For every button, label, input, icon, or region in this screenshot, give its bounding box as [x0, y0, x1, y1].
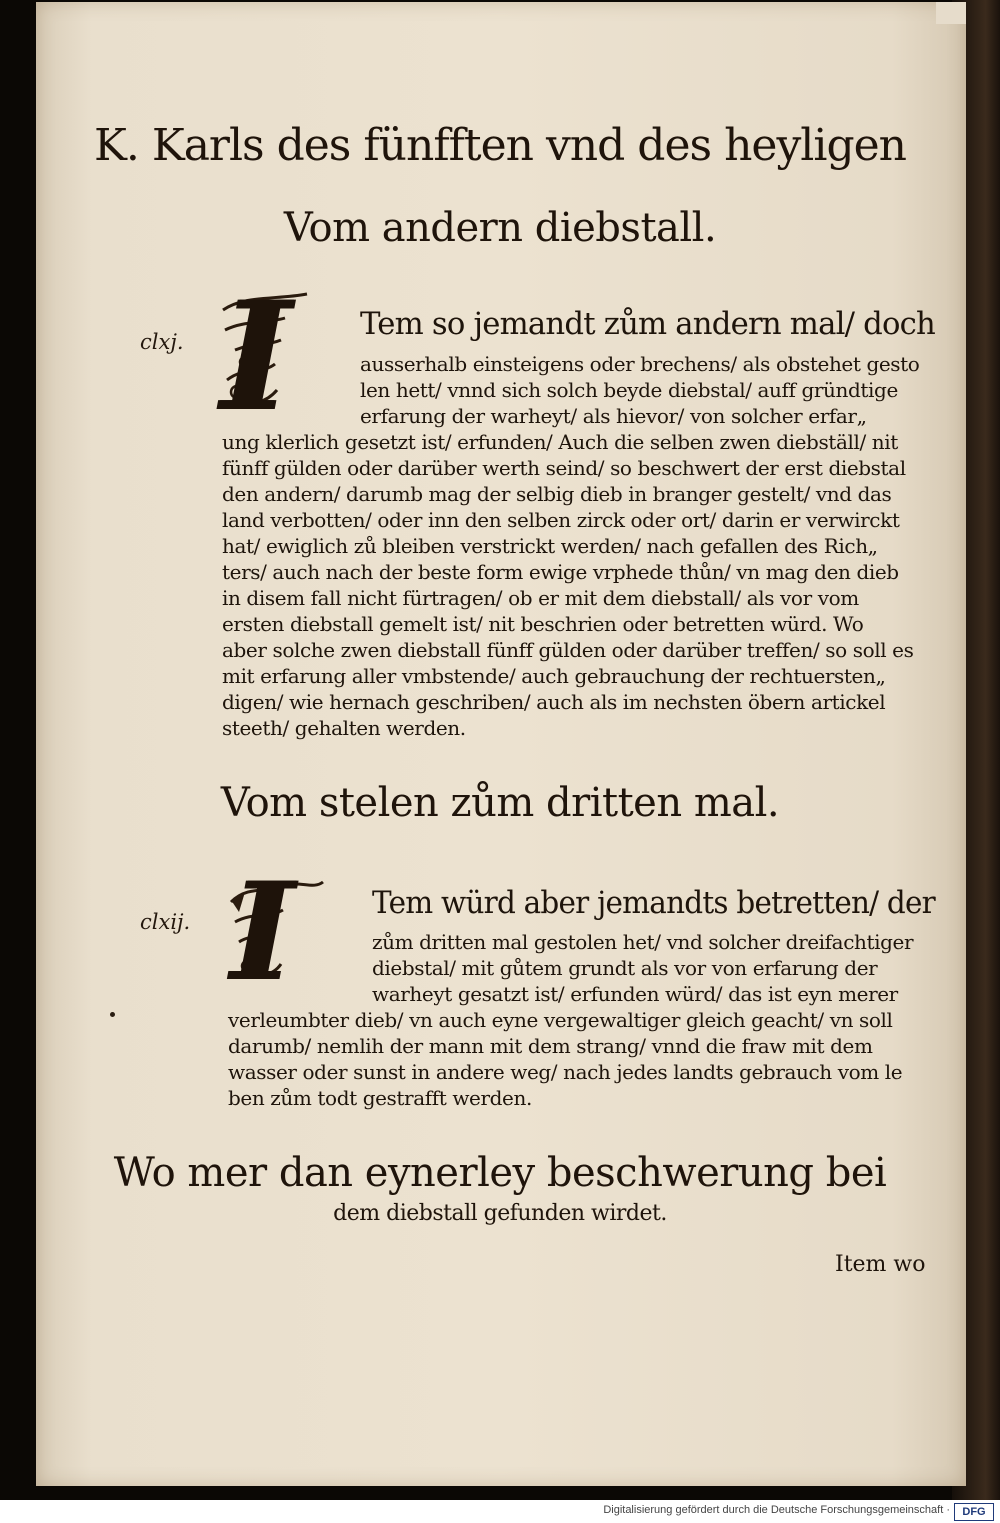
- marginal-number: clxij.: [140, 910, 191, 934]
- footer-bar: [0, 1500, 1000, 1523]
- running-head: K. Karls des fünfften vnd des heyligen: [93, 120, 906, 171]
- text-line: erfarung der warheyt/ als hievor/ von solcher erfar„: [360, 404, 867, 428]
- text-line: in disem fall nicht fürtragen/ ob er mit dem diebstall/ als vor vom: [222, 586, 859, 610]
- text-line: ung klerlich gesetzt ist/ erfunden/ Auch die selben zwen diebställ/ nit: [222, 430, 898, 454]
- section-heading-beschwerung: Wo mer dan eynerley beschwerung bei: [113, 1150, 887, 1196]
- dropcap-letter: I: [220, 269, 291, 445]
- text-line: len hett/ vnnd sich solch beyde diebstal/ auff gründtige: [360, 378, 898, 402]
- section-heading-andern-diebstall: Vom andern diebstall.: [283, 205, 717, 251]
- text-line: ben zům todt gestrafft werden.: [228, 1086, 532, 1110]
- marginal-number: clxj.: [140, 330, 184, 354]
- text-line: Tem so jemandt zům andern mal/ doch: [360, 306, 935, 342]
- text-line: wasser oder sunst in andere weg/ nach jedes landts gebrauch vom le: [228, 1060, 903, 1084]
- text-line: steeth/ gehalten werden.: [222, 716, 466, 740]
- text-line: mit erfarung aller vmbstende/ auch gebrauchung der rechtuersten„: [222, 664, 886, 688]
- text-line: Tem würd aber jemandts betretten/ der: [372, 885, 935, 921]
- funding-note: Digitalisierung gefördert durch die Deutsche Forschungsgemeinschaft ·: [603, 1504, 950, 1516]
- text-line: land verbotten/ oder inn den selben zirck oder ort/ darin er verwirckt: [222, 508, 900, 532]
- text-line: verleumbter dieb/ vn auch eyne vergewaltiger gleich geacht/ vn soll: [228, 1008, 893, 1032]
- text-line: ausserhalb einsteigens oder brechens/ als obstehet gesto: [360, 352, 920, 376]
- text-line: warheyt gesatzt ist/ erfunden würd/ das ist eyn merer: [372, 982, 898, 1006]
- text-line: aber solche zwen diebstall fünff gülden oder darüber treffen/ so soll es: [222, 638, 914, 662]
- text-line: den andern/ darumb mag der selbig dieb in branger gestelt/ vnd das: [222, 482, 892, 506]
- text-line: zům dritten mal gestolen het/ vnd solcher dreifachtiger: [372, 930, 914, 954]
- text-line: diebstal/ mit gůtem grundt als vor von erfarung der: [372, 956, 878, 980]
- text-line: ters/ auch nach der beste form ewige vrphede thůn/ vn mag den dieb: [222, 560, 899, 584]
- text-line: hat/ ewiglich zů bleiben verstrickt werden/ nach gefallen des Rich„: [222, 534, 878, 558]
- dropcap-letter: I: [230, 852, 294, 1011]
- dfg-logo: DFG: [954, 1503, 994, 1521]
- ink-spot: [110, 1012, 115, 1017]
- page-corner: [936, 2, 966, 24]
- text-line: digen/ wie hernach geschriben/ auch als im nechsten öbern artickel: [222, 690, 886, 714]
- text-line: darumb/ nemlih der mann mit dem strang/ vnnd die fraw mit dem: [228, 1034, 873, 1058]
- text-line: ersten diebstall gemelt ist/ nit beschrien oder betretten würd. Wo: [222, 612, 864, 636]
- catchword: Item wo: [835, 1252, 926, 1277]
- text-line: fünff gülden oder darüber werth seind/ so beschwert der erst diebstal: [222, 456, 906, 480]
- section-subheading: dem diebstall gefunden wirdet.: [333, 1201, 667, 1226]
- section-heading-dritten-mal: Vom stelen zům dritten mal.: [220, 780, 780, 826]
